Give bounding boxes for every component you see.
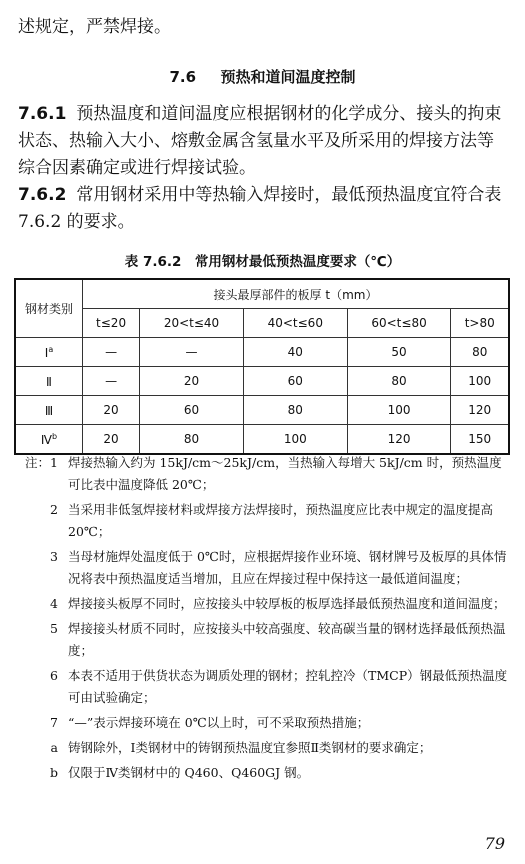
table-row <box>15 396 509 425</box>
group-header-cell: 接头最厚部件的板厚 t（mm） <box>83 279 510 309</box>
note-label: 注：1 <box>25 455 58 470</box>
value-cell: 50 <box>347 338 451 367</box>
value-cell: — <box>83 367 140 396</box>
value-cell: 150 <box>451 425 509 455</box>
value-cell: 120 <box>451 396 509 425</box>
value-cell: 100 <box>243 425 347 455</box>
note-text: 本表不适用于供货状态为调质处理的钢材；控轧控冷（TMCP）钢最低预热温度可由试验确定； <box>68 668 508 705</box>
note-label: a <box>50 740 58 755</box>
table-caption: 表 7.6.2 常用钢材最低预热温度要求（℃） <box>124 254 401 270</box>
note-item <box>18 712 513 734</box>
value-cell: 20 <box>83 425 140 455</box>
column-header: 40<t≤60 <box>243 309 347 338</box>
note-item <box>18 665 513 709</box>
section-number: 7.6 <box>169 68 197 86</box>
note-text: 焊接热输入约为 15kJ/cm～25kJ/cm，当热输入每增大 5kJ/cm 时，预热温度可比表中温度降低 20℃； <box>68 455 502 492</box>
clause-number: 7.6.1 <box>18 104 67 124</box>
page-number: 79 <box>484 834 505 853</box>
value-cell: 60 <box>140 396 244 425</box>
table-row <box>15 425 509 455</box>
value-cell: — <box>140 338 244 367</box>
table-notes <box>18 452 513 787</box>
category-cell: Ⅳ$^b$ <box>15 425 83 455</box>
clause-7-6-1 <box>18 101 510 182</box>
section-title: 预热和道间温度控制 <box>220 68 356 86</box>
note-text: 铸钢除外，Ⅰ类钢材中的铸钢预热温度宜参照Ⅱ类钢材的要求确定； <box>68 740 432 755</box>
note-item <box>18 452 513 496</box>
clause-text: 预热温度和道间温度应根据钢材的化学成分、接头的拘束状态、热输入大小、熔敷金属含氢量水平及所采用的焊接方法等综合因素确定或进行焊接试验。 <box>18 104 502 178</box>
note-item <box>18 737 513 759</box>
note-label: 5 <box>50 621 58 636</box>
column-header: 20<t≤40 <box>140 309 244 338</box>
note-label: 7 <box>50 715 58 730</box>
value-cell: 60 <box>243 367 347 396</box>
category-cell: Ⅱ <box>15 367 83 396</box>
note-label: 6 <box>50 668 58 683</box>
note-label: b <box>49 765 58 780</box>
note-item <box>18 762 513 784</box>
value-cell: 20 <box>140 367 244 396</box>
value-cell: 40 <box>243 338 347 367</box>
clause-text: 常用钢材采用中等热输入焊接时，最低预热温度宜符合表 7.6.2 的要求。 <box>18 185 502 232</box>
row-header-cell: 钢材类别 <box>15 279 83 338</box>
note-item <box>18 546 513 590</box>
note-text: 焊接接头材质不同时，应按接头中较高强度、较高碳当量的钢材选择最低预热温度； <box>68 621 506 658</box>
value-cell: 80 <box>451 338 509 367</box>
value-cell: 120 <box>347 425 451 455</box>
note-item <box>18 618 513 662</box>
clause-7-6-2 <box>18 182 510 236</box>
table-row <box>15 338 509 367</box>
category-cell: Ⅲ <box>15 396 83 425</box>
note-text: 当采用非低氢焊接材料或焊接方法焊接时，预热温度应比表中规定的温度提高 20℃； <box>68 502 494 539</box>
note-item <box>18 593 513 615</box>
preheat-table <box>14 278 510 455</box>
clause-number: 7.6.2 <box>18 185 67 205</box>
column-header: t>80 <box>451 309 509 338</box>
footnote-mark: a <box>48 344 54 354</box>
note-text: 当母材施焊处温度低于 0℃时，应根据焊接作业环境、钢材牌号及板厚的具体情况将表中预热温度适当增加，且应在焊接过程中保持这一最低道间温度； <box>68 549 507 586</box>
value-cell: 100 <box>347 396 451 425</box>
note-text: “—”表示焊接环境在 0℃以上时，可不采取预热措施； <box>68 715 370 730</box>
note-text: 焊接接头板厚不同时，应按接头中较厚板的板厚选择最低预热温度和道间温度； <box>68 596 506 611</box>
footnote-mark: b <box>52 431 58 441</box>
value-cell: 80 <box>243 396 347 425</box>
value-cell: 100 <box>451 367 509 396</box>
intro-line: 述规定，严禁焊接。 <box>18 17 171 37</box>
table-row <box>15 367 509 396</box>
section-heading <box>0 66 525 87</box>
column-header: t≤20 <box>83 309 140 338</box>
value-cell: 80 <box>140 425 244 455</box>
value-cell: — <box>83 338 140 367</box>
column-header: 60<t≤80 <box>347 309 451 338</box>
category-cell: Ⅰ$^a$ <box>15 338 83 367</box>
note-label: 3 <box>50 549 58 564</box>
note-item <box>18 499 513 543</box>
note-text: 仅限于Ⅳ类钢材中的 Q460、Q460GJ 钢。 <box>68 765 310 780</box>
note-label: 2 <box>50 502 58 517</box>
value-cell: 80 <box>347 367 451 396</box>
note-label: 4 <box>50 596 58 611</box>
value-cell: 20 <box>83 396 140 425</box>
